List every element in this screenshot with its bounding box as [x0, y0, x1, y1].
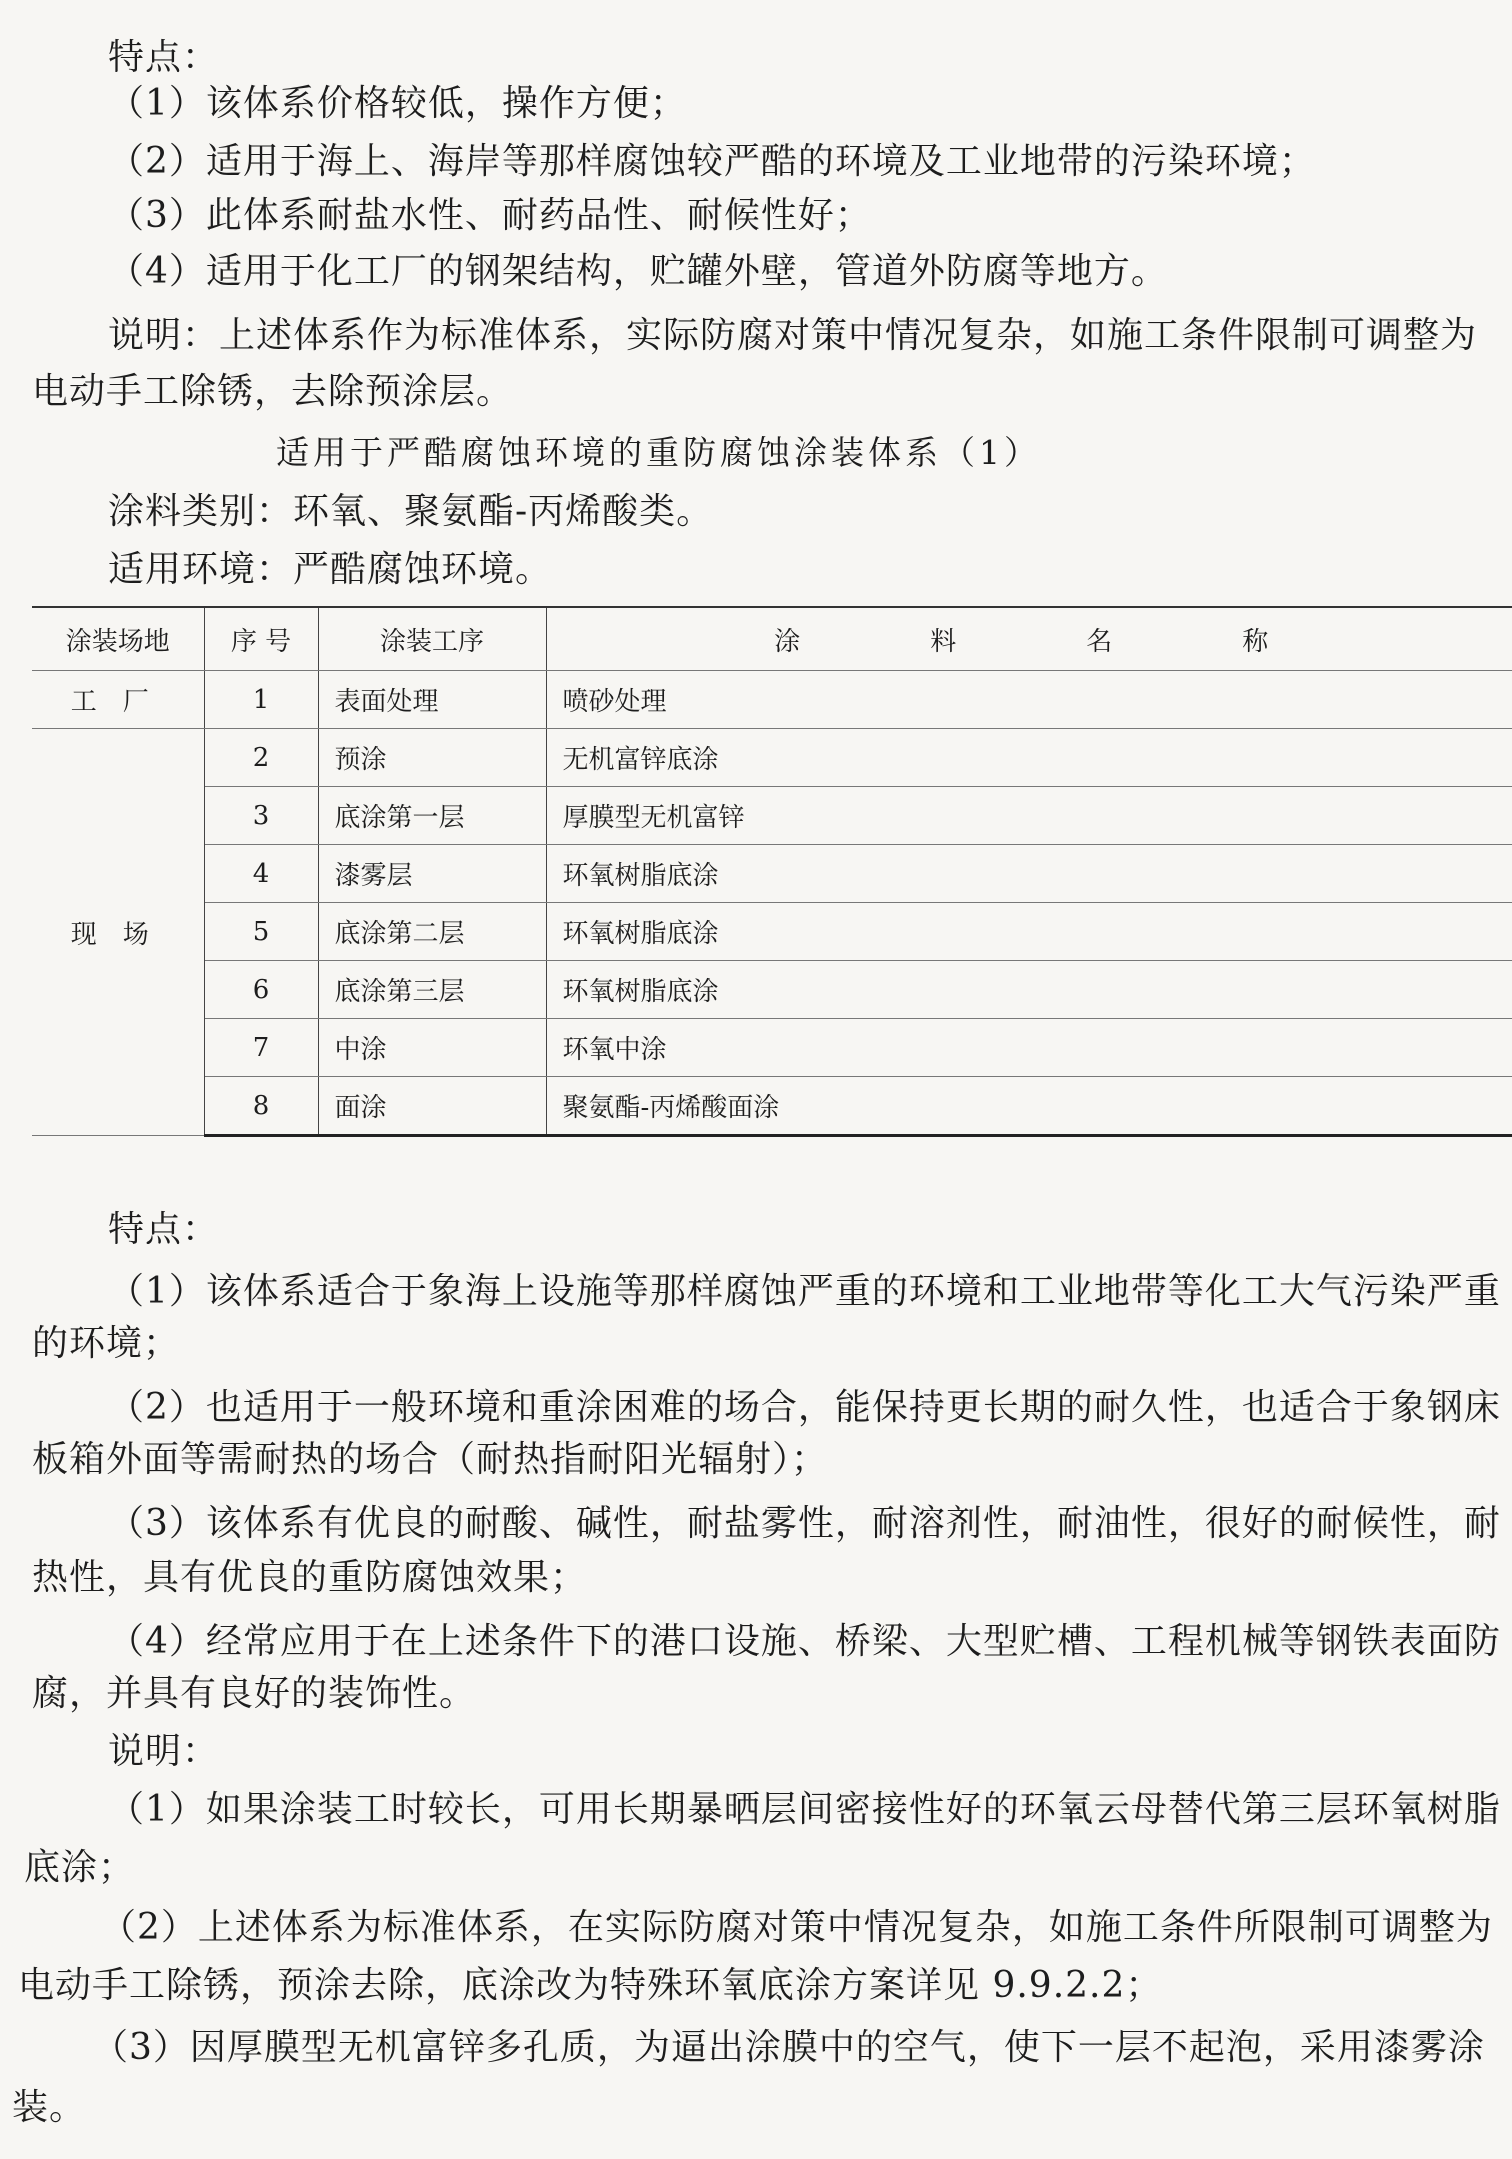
coating-system-table — [32, 606, 1512, 1137]
table-row — [32, 671, 1512, 729]
row-number: 5 — [204, 903, 318, 961]
features-heading-2: 特点： — [108, 1209, 220, 1250]
note-heading-2: 说明： — [108, 1731, 220, 1772]
features-heading: 特点： — [108, 37, 220, 78]
table-row — [32, 787, 1512, 845]
table-header-row — [32, 607, 1512, 671]
site-field: 现场 — [32, 729, 204, 1136]
coating-type: 涂料类别：环氧、聚氨酯-丙烯酸类。 — [108, 491, 714, 532]
row-paint: 环氧中涂 — [546, 1019, 1512, 1077]
header-site: 涂装场地 — [32, 607, 204, 671]
row-number: 1 — [204, 671, 318, 729]
row-number: 6 — [204, 961, 318, 1019]
row-paint: 厚膜型无机富锌 — [546, 787, 1512, 845]
row-paint: 环氧树脂底涂 — [546, 845, 1512, 903]
feature2-item-2b: 板箱外面等需耐热的场合（耐热指耐阳光辐射）； — [32, 1439, 829, 1480]
row-process: 表面处理 — [318, 671, 546, 729]
table-row — [32, 1019, 1512, 1077]
site-factory: 工厂 — [32, 671, 204, 729]
feature-item-1: （1）该体系价格较低，操作方便； — [108, 83, 687, 124]
note2-item-1b: 底涂； — [24, 1847, 136, 1888]
feature-item-2: （2）适用于海上、海岸等那样腐蚀较严酷的环境及工业地带的污染环境； — [108, 141, 1316, 182]
row-number: 2 — [204, 729, 318, 787]
environment: 适用环境：严酷腐蚀环境。 — [108, 549, 553, 590]
header-process: 涂装工序 — [318, 607, 546, 671]
row-paint: 喷砂处理 — [546, 671, 1512, 729]
row-paint: 无机富锌底涂 — [546, 729, 1512, 787]
row-number: 3 — [204, 787, 318, 845]
row-paint: 环氧树脂底涂 — [546, 961, 1512, 1019]
table-row — [32, 1077, 1512, 1136]
feature2-item-3b: 热性，具有优良的重防腐蚀效果； — [32, 1557, 588, 1598]
note-line-2: 电动手工除锈，去除预涂层。 — [32, 371, 514, 412]
note2-item-2a: （2）上述体系为标准体系，在实际防腐对策中情况复杂，如施工条件所限制可调整为 — [100, 1907, 1493, 1948]
row-process: 中涂 — [318, 1019, 546, 1077]
note-line-1: 说明：上述体系作为标准体系，实际防腐对策中情况复杂，如施工条件限制可调整为 — [108, 315, 1478, 356]
header-paint-name: 涂料名称 — [546, 607, 1512, 671]
feature-item-4: （4）适用于化工厂的钢架结构，贮罐外壁，管道外防腐等地方。 — [108, 251, 1168, 292]
feature2-item-1a: （1）该体系适合于象海上设施等那样腐蚀严重的环境和工业地带等化工大气污染严重 — [108, 1271, 1501, 1312]
row-number: 7 — [204, 1019, 318, 1077]
row-paint: 聚氨酯-丙烯酸面涂 — [546, 1077, 1512, 1136]
feature2-item-3a: （3）该体系有优良的耐酸、碱性，耐盐雾性，耐溶剂性，耐油性，很好的耐候性，耐 — [108, 1503, 1501, 1544]
table-title: 适用于严酷腐蚀环境的重防腐蚀涂装体系（1） — [276, 433, 1041, 472]
note2-item-3b: 装。 — [12, 2087, 87, 2128]
table-row — [32, 961, 1512, 1019]
row-process: 预涂 — [318, 729, 546, 787]
note2-item-2b: 电动手工除锈，预涂去除，底涂改为特殊环氧底涂方案详见 9.9.2.2； — [18, 1965, 1163, 2006]
note2-item-3a: （3）因厚膜型无机富锌多孔质，为逼出涂膜中的空气，使下一层不起泡，采用漆雾涂 — [92, 2027, 1485, 2068]
row-process: 底涂第一层 — [318, 787, 546, 845]
row-process: 漆雾层 — [318, 845, 546, 903]
feature2-item-4a: （4）经常应用于在上述条件下的港口设施、桥梁、大型贮槽、工程机械等钢铁表面防 — [108, 1621, 1501, 1662]
note2-item-1a: （1）如果涂装工时较长，可用长期暴晒层间密接性好的环氧云母替代第三层环氧树脂 — [108, 1789, 1501, 1830]
row-process: 底涂第二层 — [318, 903, 546, 961]
feature2-item-4b: 腐，并具有良好的装饰性。 — [32, 1673, 477, 1714]
feature2-item-2a: （2）也适用于一般环境和重涂困难的场合，能保持更长期的耐久性，也适合于象钢床 — [108, 1387, 1501, 1428]
feature-item-3: （3）此体系耐盐水性、耐药品性、耐候性好； — [108, 195, 872, 236]
row-number: 8 — [204, 1077, 318, 1136]
row-process: 面涂 — [318, 1077, 546, 1136]
table-row — [32, 903, 1512, 961]
table-row — [32, 729, 1512, 787]
row-number: 4 — [204, 845, 318, 903]
table-row — [32, 845, 1512, 903]
row-process: 底涂第三层 — [318, 961, 546, 1019]
feature2-item-1b: 的环境； — [32, 1323, 181, 1364]
header-number: 序 号 — [204, 607, 318, 671]
row-paint: 环氧树脂底涂 — [546, 903, 1512, 961]
